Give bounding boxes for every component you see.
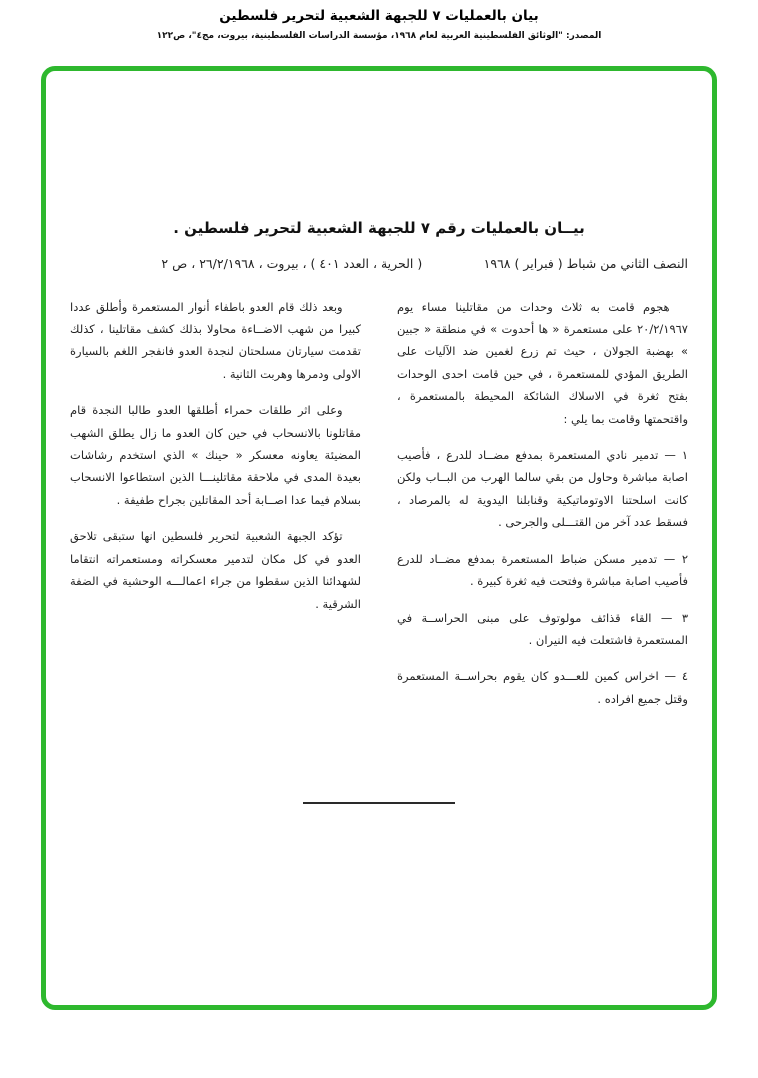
numbered-item-1: ١ — تدمير نادي المستعمرة بمدفع مضــاد للدرع ، فأصيب اصابة مباشرة وحاول من بقي سالما الهرب من البــاب ولكن كانت اسلحتنا الاوتوماتيكية وقنابلنا اليدوية له بالمرصاد ، فسقط عدد آخر من القتـــلى والجرحى . xyxy=(397,448,688,530)
column-right xyxy=(397,296,688,725)
document-scan xyxy=(70,219,688,804)
numbered-item-4: ٤ — اخراس كمين للعـــدو كان يقوم بحراســة المستعمرة وقتل جميع افراده . xyxy=(397,669,688,706)
intro-paragraph: هجوم قامت به ثلاث وحدات من مقاتلينا مساء يوم ٢٠/٢/١٩٦٧ على مستعمرة « ها أحدوت » في منطقة « جبين » بهضبة الجولان ، حيث تم زرع لغمين ضد الآليات على الطريق المؤدي للمستعمرة ، في حين قامت احدى الوحدات بفتح ثغرة في الاسلاك الشائكة المحيطة بالمستعمرة ، واقتحمتها وقامت بما يلي : xyxy=(397,299,688,426)
document-title: بيــان بالعمليات رقم ٧ للجبهة الشعبية لتحرير فلسطين . xyxy=(173,219,585,237)
paragraph: تؤكد الجبهة الشعبية لتحرير فلسطين انها ستبقى تلاحق العدو في كل مكان لتدمير معسكراته ومستعمراته انتقاما لشهدائنا الذين سقطوا من جراء اعمالـــه الوحشية في الضفة الشرقية . xyxy=(70,529,361,611)
paragraph: وبعد ذلك قام العدو باطفاء أنوار المستعمرة وأطلق عددا كبيرا من شهب الاضــاءة محاولا بذلك كشف مقاتلينا ، كذلك تقدمت سيارتان مسلحتان لنجدة العدو فانفجر اللغم بالسيارة الاولى ودمرها وهربت الثانية . xyxy=(70,299,361,381)
page-title: بيان بالعمليات ٧ للجبهة الشعبية لتحرير فلسطين xyxy=(219,8,539,24)
footer-divider xyxy=(303,802,455,804)
dateline-publication: ( الحرية ، العدد ٤٠١ ) ، بيروت ، ٢٦/٢/١٩٦٨ ، ص ٢ xyxy=(161,256,423,271)
dateline xyxy=(70,253,688,276)
numbered-item-3: ٣ — القاء قذائف مولوتوف على مبنى الحراســة في المستعمرة فاشتعلت فيه النيران . xyxy=(397,610,688,647)
paragraph: وعلى اثر طلقات حمراء أطلقها العدو طالبا النجدة قام مقاتلونا بالانسحاب في حين كان العدو ما زال يطلق الشهب المضيئة يعاونه معسكر « حينك » الذي استخدم رشاشات بعيدة المدى في ملاحقة مقاتلينـــا الذين استطاعوا الانسحاب بسلام فيما عدا اصــابة أحد المقاتلين بجراح طفيفة . xyxy=(70,403,361,507)
source-citation: المصدر: "الوثائق الفلسطينية العربية لعام ١٩٦٨، مؤسسة الدراسات الفلسطينية، بيروت، مج٤"، ص١٢٢ xyxy=(156,31,602,41)
numbered-item-2: ٢ — تدمير مسكن ضباط المستعمرة بمدفع مضــاد للدرع فأصيب اصابة مباشرة وفتحت فيه ثغرة كبيرة . xyxy=(397,551,688,589)
dateline-date: النصف الثاني من شباط ( فبراير ) ١٩٦٨ xyxy=(483,256,688,271)
column-left xyxy=(70,296,361,725)
page-header xyxy=(0,0,758,41)
two-column-body xyxy=(70,296,688,725)
document-frame xyxy=(41,66,717,1010)
